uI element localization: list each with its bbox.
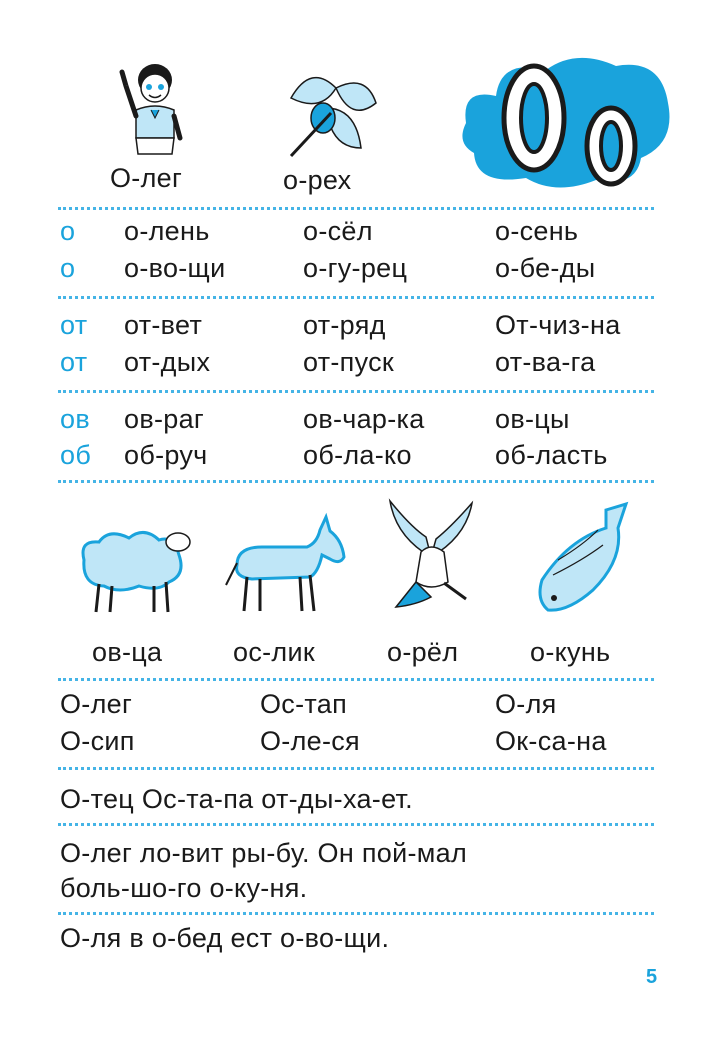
word: об-руч xyxy=(124,440,208,470)
word: От-чиз-на xyxy=(495,310,621,340)
name: О-лег xyxy=(60,689,133,719)
word: от-вет xyxy=(124,310,203,340)
word: о-лень xyxy=(124,216,210,246)
word: о-бе-ды xyxy=(495,253,596,283)
sentence-line: О-лег ло-вит ры-бу. Он пой-мал xyxy=(60,838,468,868)
sheep-illustration xyxy=(74,520,199,615)
word: о-во-щи xyxy=(124,253,226,283)
divider xyxy=(58,296,654,299)
word: ов-цы xyxy=(495,404,570,434)
boy-caption: О-лег xyxy=(110,163,183,193)
word: о-сень xyxy=(495,216,579,246)
donkey-caption: ос-лик xyxy=(233,637,315,667)
divider xyxy=(58,480,654,483)
eagle-illustration xyxy=(386,497,476,617)
word: от-ва-га xyxy=(495,347,596,377)
perch-illustration xyxy=(528,500,628,620)
name: О-ле-ся xyxy=(260,726,360,756)
syllable: от xyxy=(60,310,88,340)
perch-caption: о-кунь xyxy=(530,637,611,667)
syllable: от xyxy=(60,347,88,377)
divider xyxy=(58,912,654,915)
word: об-ласть xyxy=(495,440,608,470)
word: от-дых xyxy=(124,347,211,377)
sheep-caption: ов-ца xyxy=(92,637,163,667)
divider xyxy=(58,823,654,826)
word: о-сёл xyxy=(303,216,373,246)
divider xyxy=(58,390,654,393)
name: О-сип xyxy=(60,726,135,756)
name: Ос-тап xyxy=(260,689,347,719)
sentence-line: О-тец Ос-та-па от-ды-ха-ет. xyxy=(60,784,413,814)
word: от-ряд xyxy=(303,310,386,340)
sentence-line: О-ля в о-бед ест о-во-щи. xyxy=(60,923,390,953)
word: ов-раг xyxy=(124,404,205,434)
syllable: ов xyxy=(60,404,90,434)
letter-o-emblem xyxy=(456,48,676,198)
sentence-line: боль-шо-го о-ку-ня. xyxy=(60,873,308,903)
divider xyxy=(58,207,654,210)
divider xyxy=(58,678,654,681)
divider xyxy=(58,767,654,770)
word: об-ла-ко xyxy=(303,440,412,470)
word: ов-чар-ка xyxy=(303,404,425,434)
syllable: о xyxy=(60,216,76,246)
eagle-caption: о-рёл xyxy=(387,637,459,667)
syllable: о xyxy=(60,253,76,283)
name: Ок-са-на xyxy=(495,726,607,756)
hazelnut-caption: о-рех xyxy=(283,165,352,195)
name: О-ля xyxy=(495,689,557,719)
word: о-гу-рец xyxy=(303,253,408,283)
syllable: об xyxy=(60,440,92,470)
boy-illustration xyxy=(118,58,188,158)
page-number: 5 xyxy=(646,966,658,988)
hazelnut-illustration xyxy=(281,68,381,158)
donkey-illustration xyxy=(222,515,347,615)
word: от-пуск xyxy=(303,347,395,377)
